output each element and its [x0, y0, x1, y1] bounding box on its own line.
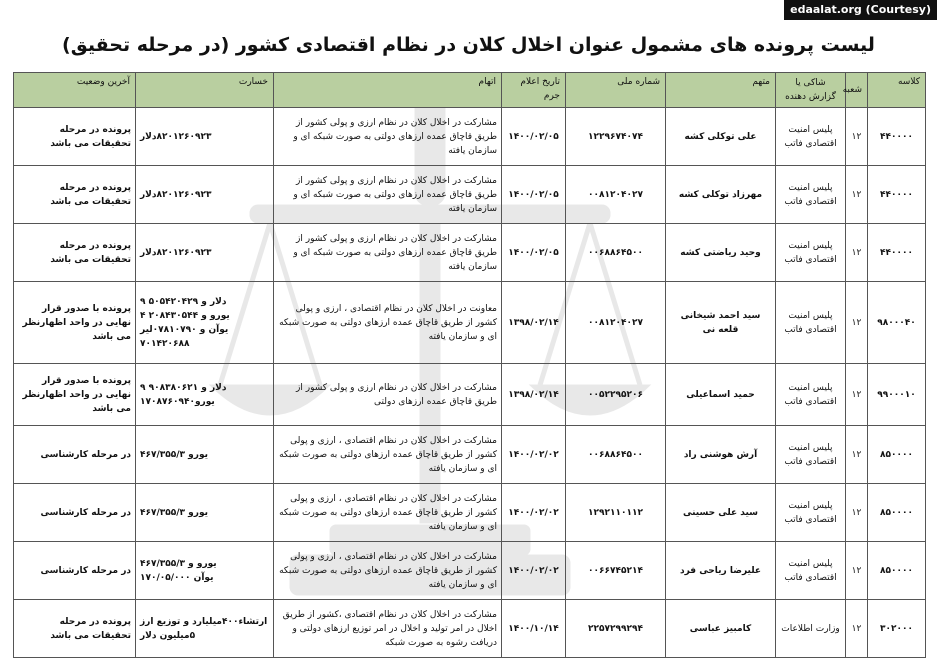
loss-line: دلار و ۵۰۵۴۲۰۴۲۹ ۹	[140, 296, 227, 307]
report-date: ۱۴۰۰/۰۲/۰۲	[502, 484, 566, 542]
national-id: ۰۰۵۲۲۹۵۲۰۶	[566, 364, 666, 426]
table-row	[14, 484, 926, 542]
charge: مشارکت در اخلال کلان در نظام ارزی و پولی کشور از طریق قاچاق عمده ارزهای دولتی به صورت شبکه ای و سازمان یافته	[274, 108, 502, 166]
branch: ۱۲	[846, 166, 868, 224]
loss: ۸۲۰۱۲۶۰۹۲۳دلار	[136, 108, 274, 166]
loss: ۸۲۰۱۲۶۰۹۲۳دلار	[136, 166, 274, 224]
header-plaintiff: شاکی یا گزارش دهنده	[776, 73, 846, 108]
national-id: ۰۰۸۱۲۰۴۰۲۷	[566, 282, 666, 364]
loss-line: یورو و ۲۰۸۴۳۰۵۴۴ ۴	[140, 310, 230, 321]
table-row	[14, 600, 926, 658]
branch: ۱۲	[846, 282, 868, 364]
loss-line: یوآن و ۰۷۸۱۰۷۹۰لیر ۷۰۱۴۲۰۶۸۸	[140, 324, 229, 349]
accused: مهرزاد توکلی کشه	[666, 166, 776, 224]
accused: سید علی حسینی	[666, 484, 776, 542]
loss-line: ارتشاء۴۰۰میلیارد و توزیع ارز	[140, 616, 268, 627]
status: پرونده در مرحله تحقیقات می باشد	[14, 166, 136, 224]
report-date: ۱۴۰۰/۰۲/۰۵	[502, 108, 566, 166]
header-national-id: شماره ملی	[566, 73, 666, 108]
case-id: ۸۵۰۰۰۰	[868, 484, 926, 542]
status: در مرحله کارشناسی	[14, 542, 136, 600]
case-id: ۹۹۰۰۰۱۰	[868, 364, 926, 426]
national-id: ۰۰۶۸۸۶۴۵۰۰	[566, 224, 666, 282]
accused: علیرضا ریاحی فرد	[666, 542, 776, 600]
table-row	[14, 108, 926, 166]
report-date: ۱۴۰۰/۰۲/۰۵	[502, 224, 566, 282]
status: پرونده در مرحله تحقیقات می باشد	[14, 600, 136, 658]
status: پرونده با صدور قرار نهایی در واحد اظهارنظر می باشد	[14, 364, 136, 426]
loss-line: ۵میلیون دلار	[140, 630, 196, 641]
branch: ۱۲	[846, 484, 868, 542]
plaintiff: پلیس امنیت اقتصادی فاتب	[776, 426, 846, 484]
loss-line: دلار و ۹۰۸۳۸۰۶۲۱ ۹	[140, 382, 227, 393]
branch: ۱۲	[846, 108, 868, 166]
credit-label: edaalat.org (Courtesy)	[784, 0, 937, 20]
table-header-row	[14, 73, 926, 108]
branch: ۱۲	[846, 224, 868, 282]
report-date: ۱۴۰۰/۰۲/۰۵	[502, 166, 566, 224]
plaintiff: پلیس امنیت اقتصادی فاتب	[776, 364, 846, 426]
table-row	[14, 166, 926, 224]
status: پرونده در مرحله تحقیقات می باشد	[14, 224, 136, 282]
branch: ۱۲	[846, 426, 868, 484]
table-row	[14, 364, 926, 426]
accused: آرش هوشنی راد	[666, 426, 776, 484]
loss: یورو ۴۶۷/۳۵۵/۳	[136, 484, 274, 542]
cases-table	[13, 72, 926, 658]
header-id: کلاسه	[868, 73, 926, 108]
case-id: ۸۵۰۰۰۰	[868, 542, 926, 600]
header-date: تاریخ اعلام جرم	[502, 73, 566, 108]
accused: وحید ریاضتی کشه	[666, 224, 776, 282]
header-branch: شعبه	[846, 73, 868, 108]
charge: مشارکت در اخلال کلان در نظام ارزی و پولی کشور از طریق قاچاق عمده ارزهای دولتی به صورت شبکه ای و سازمان یافته	[274, 166, 502, 224]
plaintiff: پلیس امنیت اقتصادی فاتب	[776, 224, 846, 282]
case-id: ۴۴۰۰۰۰	[868, 166, 926, 224]
accused: کامبیز عباسی	[666, 600, 776, 658]
report-date: ۱۴۰۰/۱۰/۱۴	[502, 600, 566, 658]
header-charge: اتهام	[274, 73, 502, 108]
page-title: لیست پرونده های مشمول عنوان اخلال کلان در نظام اقتصادی کشور (در مرحله تحقیق)	[62, 34, 875, 56]
loss	[136, 282, 274, 364]
case-id: ۸۵۰۰۰۰	[868, 426, 926, 484]
status: پرونده در مرحله تحقیقات می باشد	[14, 108, 136, 166]
loss: ۸۲۰۱۲۶۰۹۲۳دلار	[136, 224, 274, 282]
case-id: ۴۴۰۰۰۰	[868, 224, 926, 282]
charge: مشارکت در اخلال کلان در نظام اقتصادی ، ارزی و پولی کشور از طریق قاچاق عمده ارزهای دولتی به صورت شبکه ای و سازمان یافته	[274, 484, 502, 542]
plaintiff: پلیس امنیت اقتصادی فاتب	[776, 166, 846, 224]
status: پرونده با صدور قرار نهایی در واحد اظهارنظر می باشد	[14, 282, 136, 364]
report-date: ۱۴۰۰/۰۲/۰۲	[502, 426, 566, 484]
header-accused: متهم	[666, 73, 776, 108]
case-id: ۳۰۲۰۰۰	[868, 600, 926, 658]
branch: ۱۲	[846, 542, 868, 600]
table-row	[14, 282, 926, 364]
plaintiff: پلیس امنیت اقتصادی فاتب	[776, 484, 846, 542]
national-id: ۰۰۶۶۷۴۵۲۱۴	[566, 542, 666, 600]
national-id: ۲۲۵۷۲۹۹۲۹۴	[566, 600, 666, 658]
plaintiff: پلیس امنیت اقتصادی فاتب	[776, 542, 846, 600]
header-status: آخرین وضعیت	[14, 73, 136, 108]
report-date: ۱۳۹۸/۰۲/۱۴	[502, 364, 566, 426]
case-id: ۹۸۰۰۰۴۰	[868, 282, 926, 364]
header-loss: خسارت	[136, 73, 274, 108]
charge: معاونت در اخلال کلان در نظام اقتصادی ، ارزی و پولی کشور از طریق قاچاق عمده ارزهای دولتی به صورت شبکه ای و سازمان یافته	[274, 282, 502, 364]
plaintiff: پلیس امنیت اقتصادی فاتب	[776, 108, 846, 166]
loss-line: یورو۱۷۰۸۷۶۰۹۴۰	[140, 396, 215, 407]
charge: مشارکت در اخلال کلان در نظام ارزی و پولی کشور از طریق قاچاق عمده ارزهای دولتی	[274, 364, 502, 426]
loss: یورو ۴۶۷/۳۵۵/۳	[136, 426, 274, 484]
national-id: ۰۰۸۱۲۰۴۰۲۷	[566, 166, 666, 224]
report-date: ۱۴۰۰/۰۲/۰۲	[502, 542, 566, 600]
charge: مشارکت در اخلال کلان در نظام ارزی و پولی کشور از طریق قاچاق عمده ارزهای دولتی به صورت شبکه ای و سازمان یافته	[274, 224, 502, 282]
national-id: ۱۲۹۲۱۱۰۱۱۲	[566, 484, 666, 542]
branch: ۱۲	[846, 600, 868, 658]
plaintiff: وزارت اطلاعات	[776, 600, 846, 658]
loss	[136, 600, 274, 658]
table-row	[14, 426, 926, 484]
status: در مرحله کارشناسی	[14, 426, 136, 484]
loss-line: یوآن ۱۷۰/۰۵/۰۰۰	[140, 572, 214, 583]
national-id: ۱۲۲۹۶۷۴۰۷۴	[566, 108, 666, 166]
charge: مشارکت در اخلال کلان در نظام اقتصادی ، ارزی و پولی کشور از طریق قاچاق عمده ارزهای دولتی به صورت شبکه ای و سازمان یافته	[274, 426, 502, 484]
case-id: ۴۴۰۰۰۰	[868, 108, 926, 166]
accused: حمید اسماعیلی	[666, 364, 776, 426]
table-row	[14, 224, 926, 282]
national-id: ۰۰۶۸۸۶۴۵۰۰	[566, 426, 666, 484]
loss	[136, 364, 274, 426]
branch: ۱۲	[846, 364, 868, 426]
table-row	[14, 542, 926, 600]
accused: سید احمد شیخانی قلعه نی	[666, 282, 776, 364]
charge: مشارکت در اخلال کلان در نظام اقتصادی ،کشور از طریق اخلال در امر تولید و اخلال در امر توزیع ارزهای دولتی و دریافت رشوه به صورت شبکه	[274, 600, 502, 658]
accused: علی توکلی کشه	[666, 108, 776, 166]
plaintiff: پلیس امنیت اقتصادی فاتب	[776, 282, 846, 364]
charge: مشارکت در اخلال کلان در نظام اقتصادی ، ارزی و پولی کشور از طریق قاچاق عمده ارزهای دولتی به صورت شبکه ای و سازمان یافته	[274, 542, 502, 600]
status: در مرحله کارشناسی	[14, 484, 136, 542]
loss	[136, 542, 274, 600]
loss-line: یورو و ۴۶۷/۳۵۵/۳	[140, 558, 217, 569]
report-date: ۱۳۹۸/۰۲/۱۴	[502, 282, 566, 364]
